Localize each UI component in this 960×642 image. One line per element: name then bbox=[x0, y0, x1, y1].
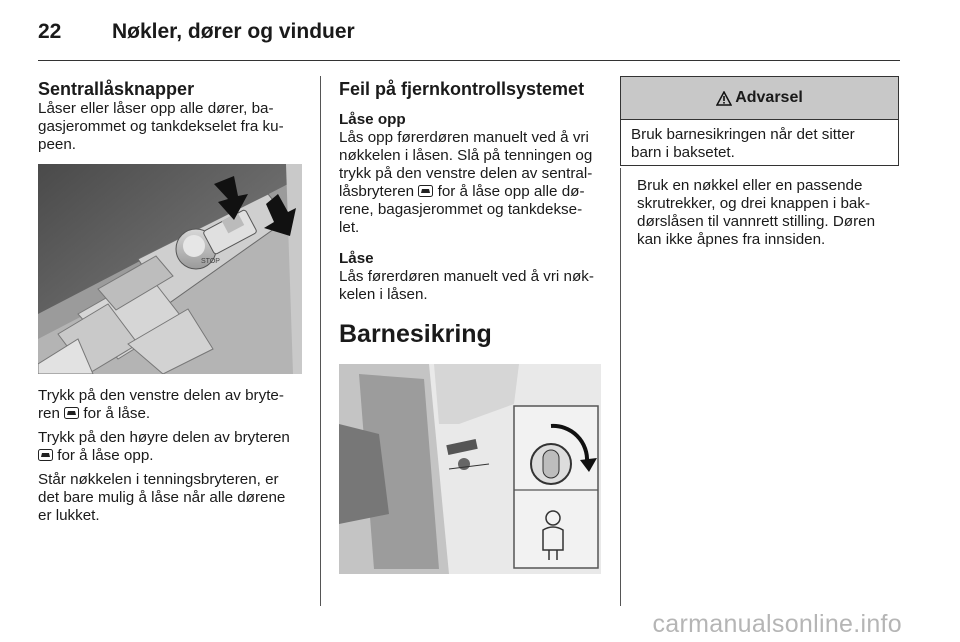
lock-car-icon bbox=[64, 407, 79, 419]
unlock-line-5: rene, bagasjerommet og tankdekse- bbox=[339, 201, 583, 218]
unlock-car-icon bbox=[38, 449, 53, 461]
section-heading-child-lock: Barnesikring bbox=[339, 320, 492, 348]
para2-line-1: Trykk på den høyre delen av bryteren bbox=[38, 429, 290, 446]
warning-box bbox=[620, 76, 899, 166]
intro-line-2: gasjerommet og tankdekselet fra ku- bbox=[38, 118, 284, 135]
unlock-line-4b: for å låse opp alle dø- bbox=[437, 183, 585, 200]
warning-line-1: Bruk barnesikringen når det sitter bbox=[631, 126, 855, 143]
para1-line-1: Trykk på den venstre delen av bryte- bbox=[38, 387, 284, 404]
section-heading-central-lock: Sentrallåsknapper bbox=[38, 79, 195, 99]
intro-line-3: peen. bbox=[38, 136, 77, 153]
unlock-line-4a: låsbryteren bbox=[339, 183, 415, 200]
column-3-body bbox=[637, 177, 902, 249]
watermark: carmanualsonline.info bbox=[652, 610, 902, 638]
para1-line-2a: ren bbox=[38, 405, 60, 422]
unlock-line-6: let. bbox=[339, 219, 360, 236]
central-lock-icon bbox=[418, 185, 433, 197]
unlock-line-1: Lås opp førerdøren manuelt ved å vri bbox=[339, 129, 589, 146]
page-number: 22 bbox=[38, 20, 62, 43]
column-1-body bbox=[38, 387, 313, 525]
subheading-unlock: Låse opp bbox=[339, 111, 406, 128]
warning-line-2: barn i baksetet. bbox=[631, 144, 735, 161]
para3-line-1: Står nøkkelen i tenningsbryteren, er bbox=[38, 471, 279, 488]
column-divider-1 bbox=[320, 76, 321, 606]
door-switch-image bbox=[38, 164, 302, 374]
unlock-line-2: nøkkelen i låsen. Slå på tenningen og bbox=[339, 147, 593, 164]
warning-header bbox=[621, 77, 898, 120]
warning-triangle-icon bbox=[716, 91, 732, 106]
childlock-line-2: skrutrekker, og drei knappen i bak- bbox=[637, 195, 870, 212]
lock-line-1: Lås førerdøren manuelt ved å vri nøk- bbox=[339, 268, 594, 285]
childlock-line-4: kan ikke åpnes fra innsiden. bbox=[637, 231, 826, 248]
section-heading-remote-fault: Feil på fjernkontrollsystemet bbox=[339, 79, 585, 99]
chapter-title: Nøkler, dører og vinduer bbox=[112, 20, 355, 43]
warning-title: Advarsel bbox=[735, 89, 803, 106]
para3-line-3: er lukket. bbox=[38, 507, 100, 524]
para1-line-2b: for å låse. bbox=[83, 405, 151, 422]
subheading-lock: Låse bbox=[339, 250, 374, 267]
column-2 bbox=[339, 79, 607, 348]
childlock-line-1: Bruk en nøkkel eller en passende bbox=[637, 177, 863, 194]
warning-body bbox=[621, 120, 898, 168]
image-stop-label: STOP bbox=[201, 258, 220, 265]
lock-line-2: kelen i låsen. bbox=[339, 286, 428, 303]
childlock-line-3: dørslåsen til vannrett stilling. Døren bbox=[637, 213, 876, 230]
para2-line-2b: for å låse opp. bbox=[57, 447, 154, 464]
column-1 bbox=[38, 79, 308, 154]
intro-line-1: Låser eller låser opp alle dører, ba- bbox=[38, 100, 274, 117]
unlock-line-3: trykk på den venstre delen av sentral- bbox=[339, 165, 593, 182]
child-lock-image bbox=[339, 364, 601, 574]
para3-line-2: det bare mulig å låse når alle dørene bbox=[38, 489, 286, 506]
header-rule bbox=[38, 60, 900, 61]
column-divider-2 bbox=[620, 168, 621, 606]
